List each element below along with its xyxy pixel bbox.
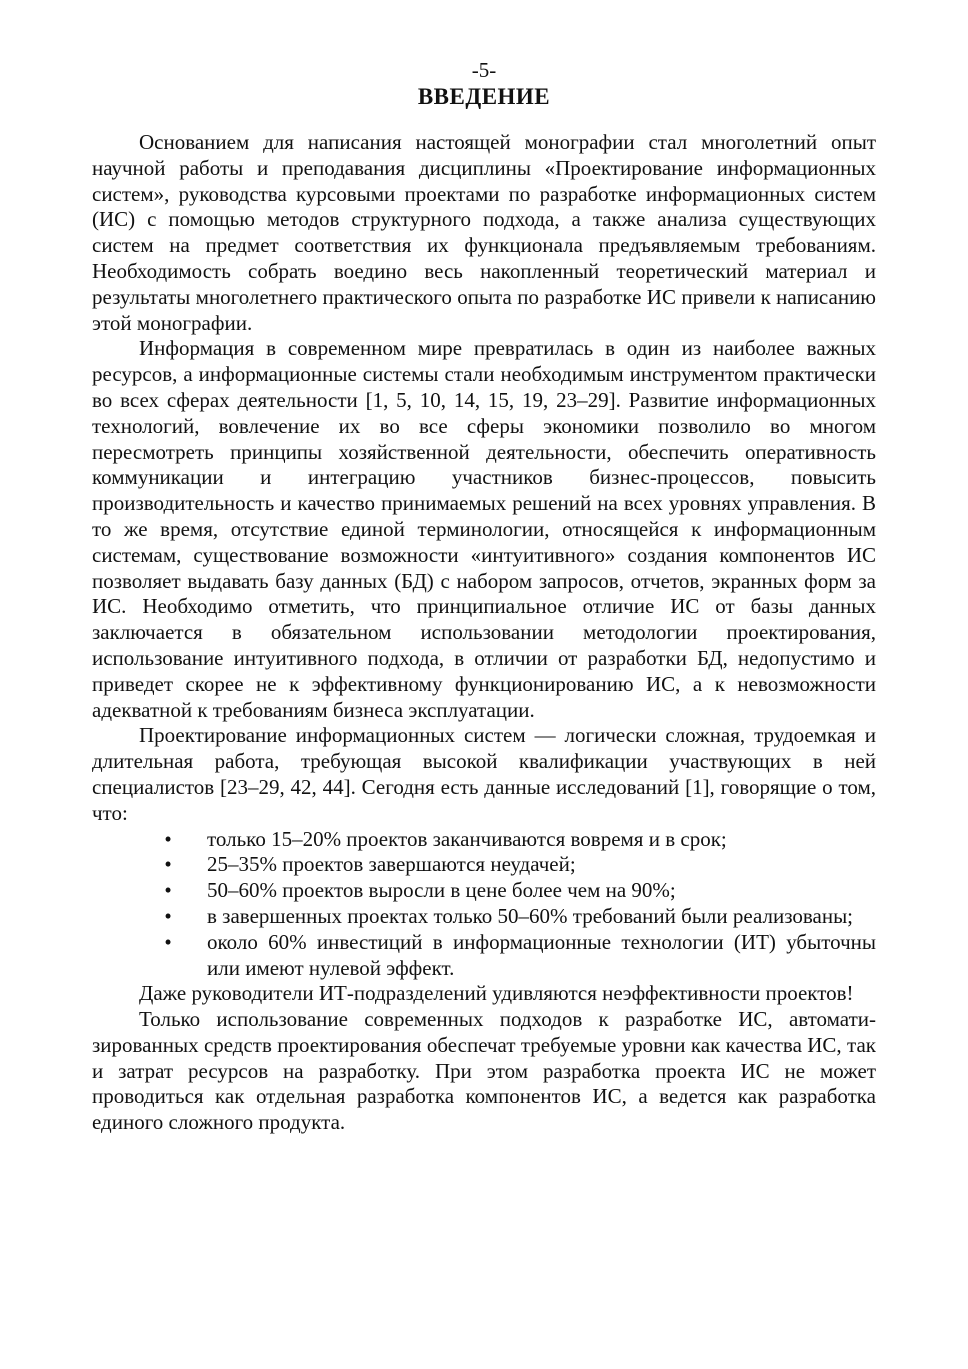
paragraph-intro-2: Информация в современном мире превратилась в один из наиболее важных ресурсов, а информационные системы стали необходимым инструментом практически во всех сферах деятельности [1, 5, 10, 14, 15, 19, 23–29]. Развитие информационных технологий, вовлечение их во все сферы экономики позволило во многом пересмотреть принципы хозяйственной деятельности, обеспечить оперативность коммуникации и интеграцию участников бизнес-процессов, повысить производительность и качество принимаемых решений на всех уровнях управления. В то же время, отсутствие единой терминологии, относящейся к информационным системам, существование возможности «интуитивного» создания компонентов ИС позволяет выдавать базу данных (БД) с набором запросов, отчетов, экранных форм за ИС. Необходимо отметить, что принципиальное отличие ИС от базы данных заключается в обязательном использовании методологии проектирования, использование интуитивного подхода, в отличии от разработки БД, недопустимо и приведет скорее не к эффективному функционированию ИС, а к невозможности адекватной к требованиям бизнеса эксплуатации. <box>92 336 876 722</box>
list-item <box>92 904 876 930</box>
list-item-text: 25–35% проектов завершаются неудачей; <box>207 852 576 877</box>
bullet-icon: • <box>164 826 172 851</box>
list-item <box>92 930 876 982</box>
bullet-icon: • <box>164 878 172 903</box>
bullet-icon: • <box>164 929 172 954</box>
statistics-list <box>92 827 876 982</box>
list-item-text: только 15–20% проектов заканчиваются вовремя и в срок; <box>207 826 727 851</box>
list-item <box>92 827 876 853</box>
bullet-icon: • <box>164 852 172 877</box>
paragraph-conclusion-2: Только использование современных подходов к разработке ИС, автоматизированных средств проектирования обеспечат требуемые уровни как качества ИС, так и затрат ресурсов на разработку. При этом разработка проекта ИС не может проводиться как отдельная разработка компонентов ИС, а ведется как разработка единого сложного продукта. <box>92 1007 876 1135</box>
list-item-text: 50–60% проектов выросли в цене более чем на 90%; <box>207 878 676 903</box>
paragraph-intro-3: Проектирование информационных систем — логически сложная, трудоемкая и длительная работа, требующая высокой квалификации участвующих в ней специалистов [23–29, 42, 44]. Сегодня есть данные исследований [1], говорящие о том, что: <box>92 723 876 825</box>
list-item <box>92 852 876 878</box>
paragraph-intro-1: Основанием для написания настоящей монографии стал многолетний опыт научной работы и преподавания дисциплины «Проектирование информационных систем», руководства курсовыми проектами по разработке информационных систем (ИС) с помощью методов структурного подхода, а также анализа существующих систем на предмет соответствия их функционала предъявляемым требованиям. Необходимость собрать воедино весь накопленный теоретический материал и результаты многолетнего практического опыта по разработке ИС привели к написанию этой монографии. <box>92 130 876 335</box>
bullet-icon: • <box>164 903 172 928</box>
list-item-text: в завершенных проектах только 50–60% требований были реализованы; <box>207 903 854 928</box>
document-page <box>92 56 876 1136</box>
list-item <box>92 878 876 904</box>
list-item-text: около 60% инвестиций в информационные технологии (ИТ) убыточны или имеют нулевой эффект. <box>207 929 876 980</box>
paragraph-conclusion-1: Даже руководители ИТ-подразделений удивляются неэффективности проектов! <box>139 981 854 1006</box>
page-number: -5- <box>471 58 497 82</box>
page-title: ВВЕДЕНИЕ <box>417 84 551 109</box>
